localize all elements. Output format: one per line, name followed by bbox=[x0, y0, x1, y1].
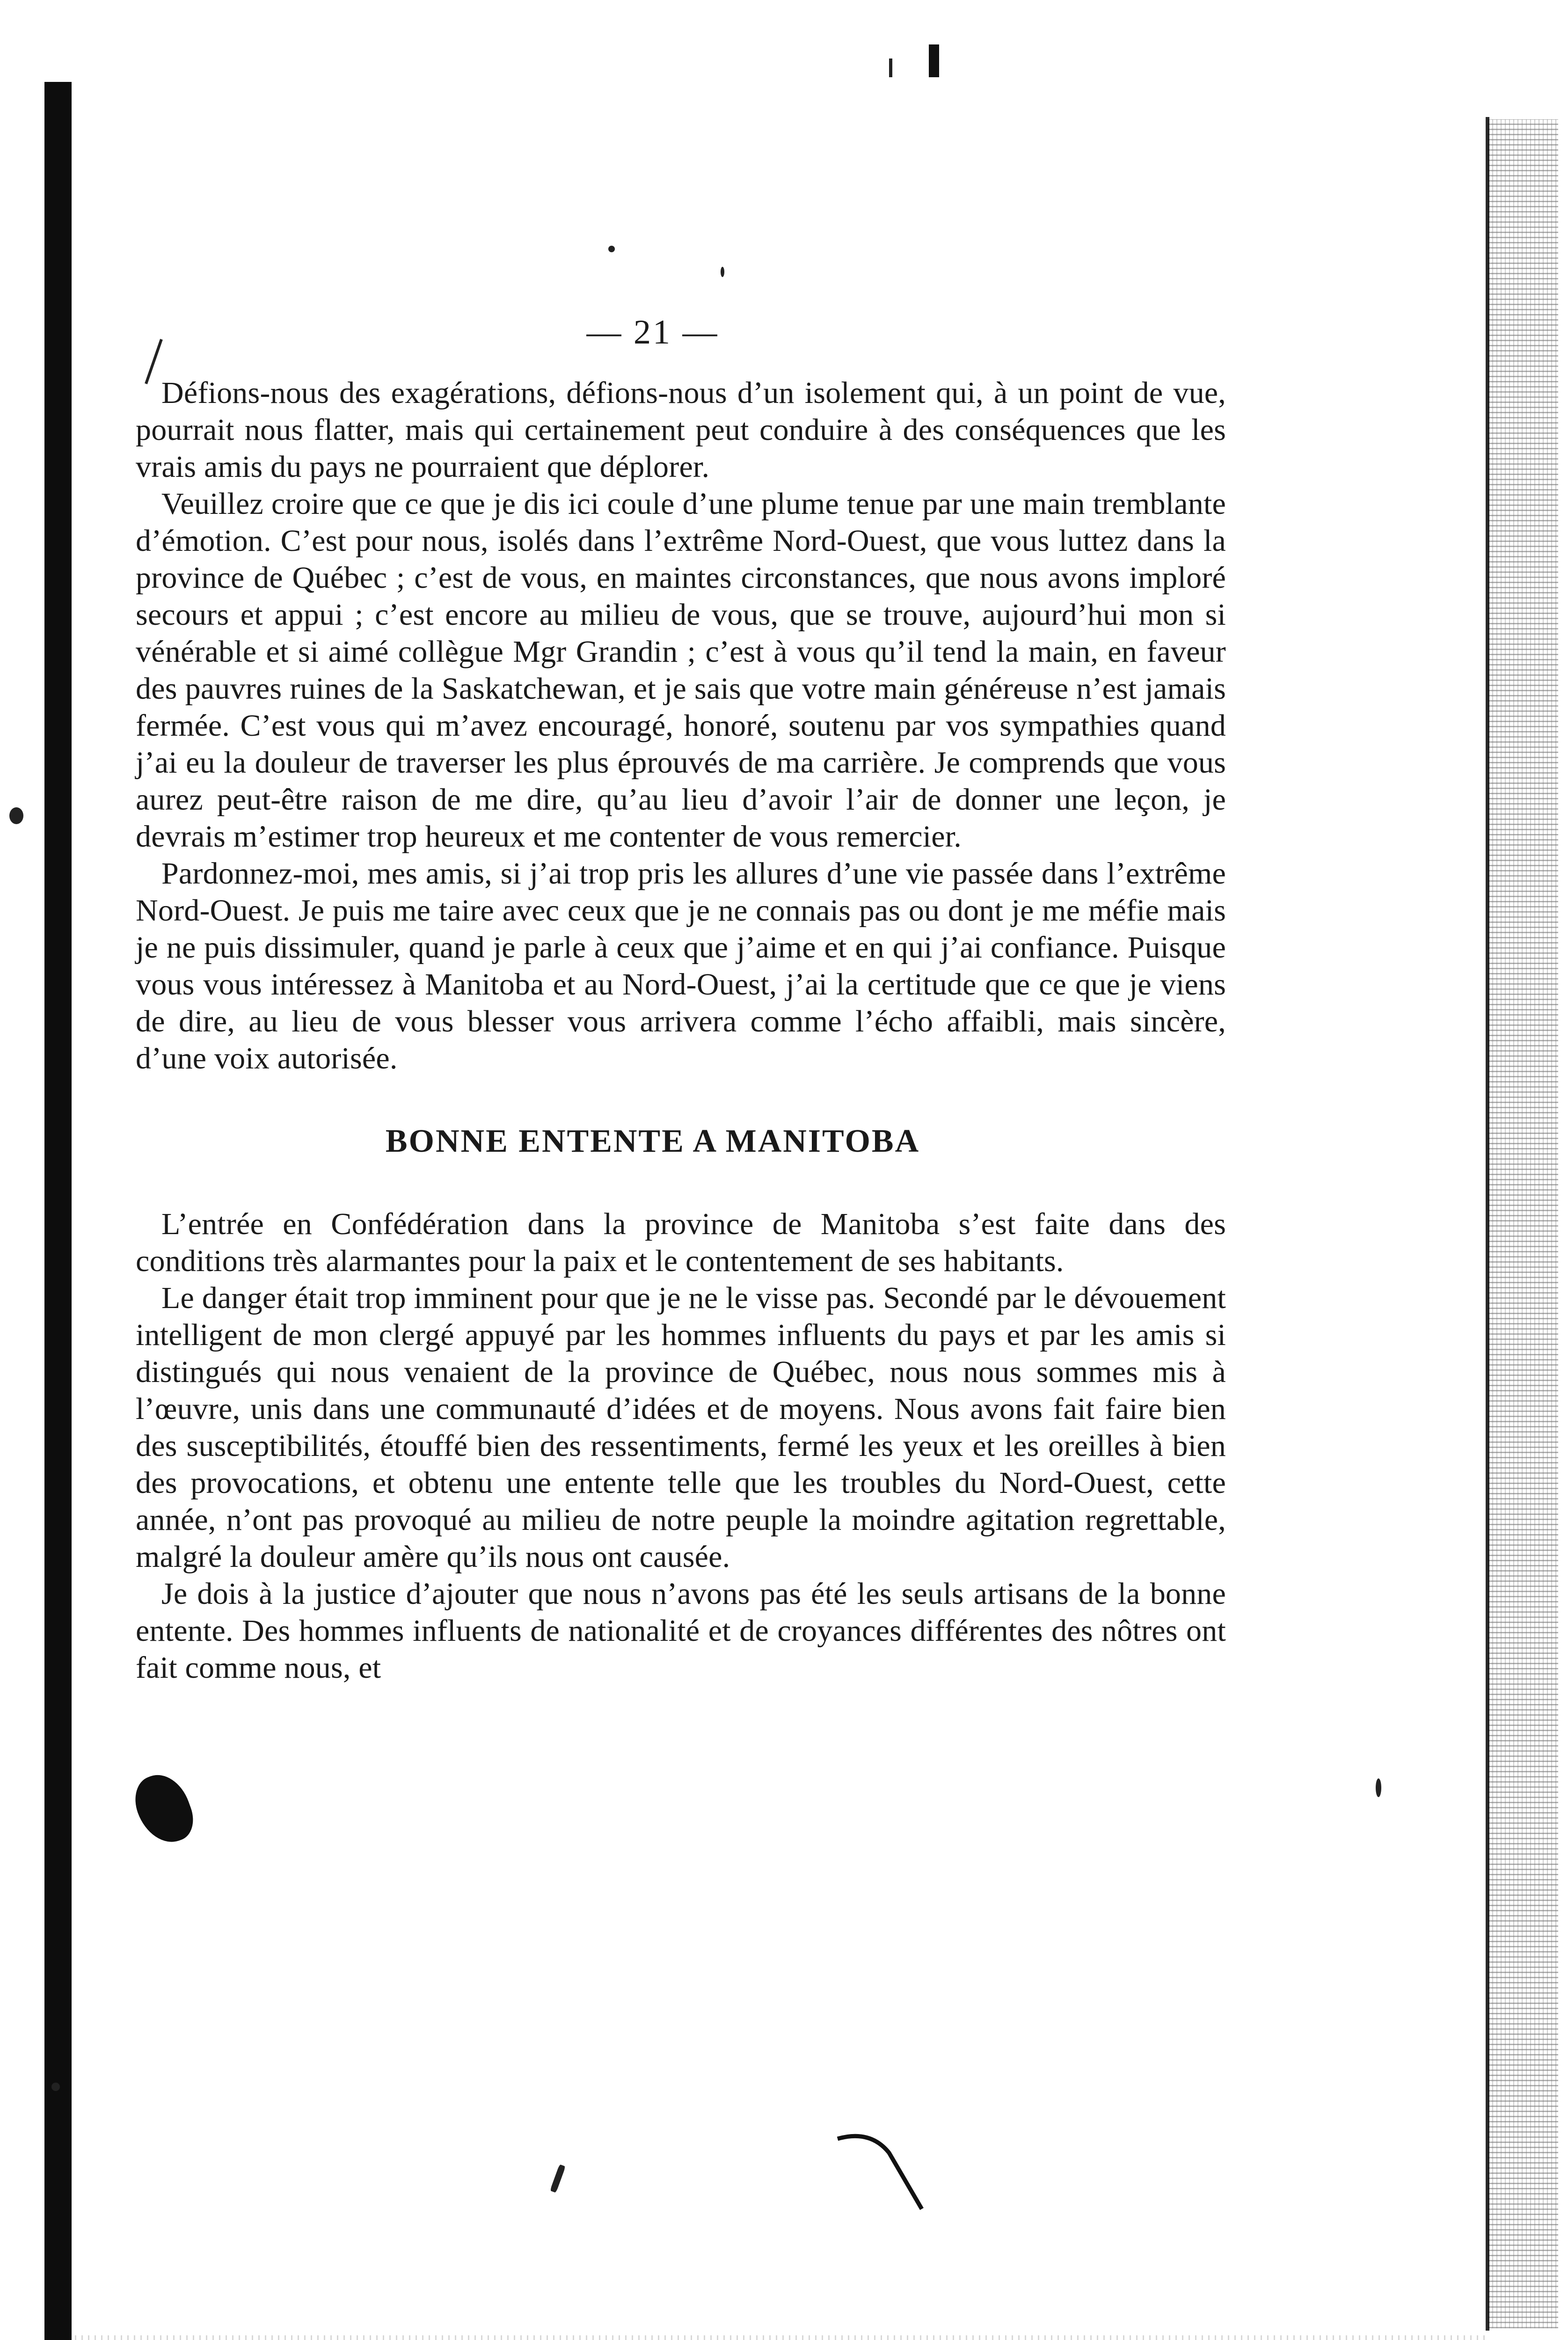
page-number: — 21 — bbox=[586, 313, 719, 351]
scan-bottom-edge-texture bbox=[75, 2335, 1488, 2340]
scan-left-border bbox=[44, 82, 72, 2340]
pen-stroke-mark bbox=[833, 2125, 936, 2218]
paragraph: Pardonnez-moi, mes amis, si j’ai trop pris les allures d’une vie passée dans l’extrême Nord-Ouest. Je puis me taire avec ceux que je ne connais pas ou dont je me méfie mais je ne puis dissimuler, quand je parle à ceux que j’aime et en qui j’ai confiance. Puisque vous vous intéressez à Manitoba et au Nord-Ouest, j’ai la certitude que ce que je viens de dire, au lieu de vous blesser vous arrivera comme l’écho affaibli, mais sincère, d’une voix autorisée. bbox=[136, 856, 1226, 1075]
scan-top-mark bbox=[929, 44, 939, 77]
scan-right-edge-texture bbox=[1488, 119, 1558, 2328]
paragraph: L’entrée en Confédération dans la province de Manitoba s’est faite dans des conditions très alarmantes pour la paix et le contentement de ses habitants. bbox=[136, 1207, 1226, 1278]
scan-speck bbox=[721, 267, 724, 277]
paragraph: Défions-nous des exagérations, défions-nous d’un isolement qui, à un point de vue, pourrait nous flatter, mais qui certainement peut conduire à des conséquences que les vrais amis du pays ne pourraient que déplorer. bbox=[136, 376, 1226, 484]
body-text bbox=[136, 374, 1226, 1686]
scan-top-mark-small bbox=[889, 58, 892, 77]
paragraph: Veuillez croire que ce que je dis ici coule d’une plume tenue par une main tremblante d’émotion. C’est pour nous, isolés dans l’extrême Nord-Ouest, que vous luttez dans la province de Québec ; c’est de vous, en maintes circonstances, que nous avons imploré secours et appui ; c’est encore au milieu de vous, que se trouve, aujourd’hui mon si vénérable et si aimé collègue Mgr Grandin ; c’est à vous qu’il tend la main, en faveur des pauvres ruines de la Saskatchewan, et je sais que votre main généreuse n’est jamais fermée. C’est vous qui m’avez encouragé, honoré, soutenu par vos sympathies quand j’ai eu la douleur de traverser les plus éprouvés de ma carrière. Je comprends que vous aurez peut-être raison de me dire, qu’au lieu d’avoir l’air de donner une leçon, je devrais m’estimer trop heureux et me contenter de vous remercier. bbox=[136, 487, 1226, 854]
ink-blot bbox=[128, 1767, 200, 1851]
section-heading: BONNE ENTENTE A MANITOBA bbox=[385, 1123, 920, 1159]
scan-speck bbox=[1376, 1778, 1381, 1797]
scan-speck bbox=[608, 246, 615, 252]
scan-speck bbox=[51, 2083, 60, 2091]
scan-speck bbox=[550, 2164, 566, 2193]
paragraph: Le danger était trop imminent pour que je ne le visse pas. Secondé par le dévouement intelligent de mon clergé appuyé par les hommes influents du pays et par les amis si distingués qui nous venaient de la province de Québec, nous nous sommes mis à l’œuvre, unis dans une communauté d’idées et de moyens. Nous avons fait faire bien des susceptibilités, étouffé bien des ressentiments, fermé les yeux et les oreilles à bien des provocations, et obtenu une entente telle que les troubles du Nord-Ouest, cette année, n’ont pas provoqué au milieu de notre peuple la moindre agitation regrettable, malgré la douleur amère qu’ils nous ont causée. bbox=[136, 1281, 1226, 1574]
scan-speck bbox=[9, 807, 23, 824]
paragraph: Je dois à la justice d’ajouter que nous n’avons pas été les seuls artisans de la bonne entente. Des hommes influents de nationalité et de croyances différentes des nôtres ont fait comme nous, et bbox=[136, 1577, 1226, 1685]
